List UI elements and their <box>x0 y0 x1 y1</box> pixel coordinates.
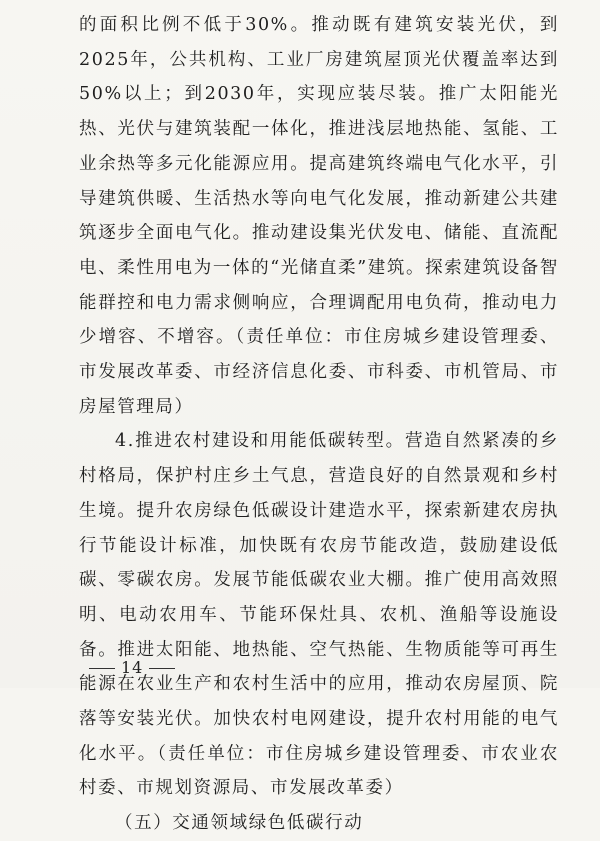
document-body <box>79 8 559 841</box>
page-footer <box>83 658 181 677</box>
page-number: 14 <box>121 658 144 677</box>
paragraph-rural-low-carbon: 4.推进农村建设和用能低碳转型。营造自然紧凑的乡村格局，保护村庄乡土气息，营造良好的自然景观和乡村生境。提升农房绿色低碳设计建造水平，探索新建农房执行节能设计标准，加快既有农房节能改造，鼓励建设低碳、零碳农房。发展节能低碳农业大棚。推广使用高效照明、电动农用车、节能环保灶具、农机、渔船等设施设备。推进太阳能、地热能、空气热能、生物质能等可再生能源在农业生产和农村生活中的应用，推动农房屋顶、院落等安装光伏。加快农村电网建设，提升农村用能的电气化水平。（责任单位：市住房城乡建设管理委、市农业农村委、市规划资源局、市发展改革委） <box>79 431 559 799</box>
footer-dash-left <box>89 668 115 669</box>
footer-dash-right <box>149 668 175 669</box>
paragraph-building-energy: 的面积比例不低于30%。推动既有建筑安装光伏，到2025年，公共机构、工业厂房建筑屋顶光伏覆盖率达到50%以上；到2030年，实现应装尽装。推广太阳能光热、光伏与建筑装配一体化，推进浅层地热能、氢能、工业余热等多元化能源应用。提高建筑终端电气化水平，引导建筑供暖、生活热水等向电气化发展，推动新建公共建筑逐步全面电气化。推动建设集光伏发电、储能、直流配电、柔性用电为一体的“光储直柔”建筑。探索建筑设备智能群控和电力需求侧响应，合理调配用电负荷，推动电力少增容、不增容。（责任单位：市住房城乡建设管理委、市发展改革委、市经济信息化委、市科委、市机管局、市房屋管理局） <box>79 15 559 417</box>
section-heading-transport: （五）交通领域绿色低碳行动 <box>115 813 364 834</box>
